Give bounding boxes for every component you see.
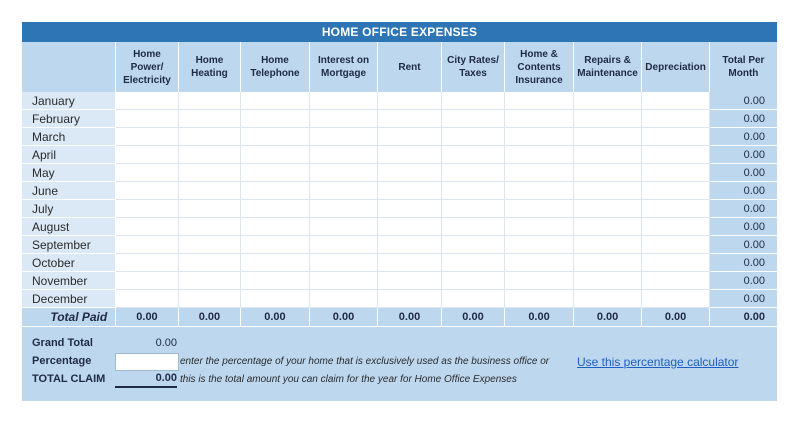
expense-cell-rates-taxes[interactable] <box>441 272 505 290</box>
expense-cell-telephone[interactable] <box>241 200 310 218</box>
expense-cell-rates-taxes[interactable] <box>441 164 505 182</box>
expenses-table <box>22 42 777 326</box>
expense-cell-rent[interactable] <box>378 272 442 290</box>
expense-cell-mortgage-interest[interactable] <box>309 110 378 128</box>
expense-cell-repairs[interactable] <box>573 164 642 182</box>
month-label: December <box>22 290 116 308</box>
month-label: October <box>22 254 116 272</box>
expense-cell-insurance[interactable] <box>505 182 574 200</box>
expense-cell-repairs[interactable] <box>573 146 642 164</box>
expense-cell-power[interactable] <box>116 272 178 290</box>
expense-cell-repairs[interactable] <box>573 236 642 254</box>
expense-cell-depreciation[interactable] <box>642 218 710 236</box>
expense-cell-telephone[interactable] <box>241 236 310 254</box>
expense-cell-heating[interactable] <box>178 128 240 146</box>
month-row <box>22 290 777 308</box>
expense-cell-insurance[interactable] <box>505 290 574 308</box>
expense-cell-repairs[interactable] <box>573 218 642 236</box>
month-row <box>22 218 777 236</box>
month-row <box>22 92 777 110</box>
total-paid-rates-taxes: 0.00 <box>441 308 505 327</box>
grand-total-label: Grand Total <box>32 337 93 349</box>
expense-cell-telephone[interactable] <box>241 128 310 146</box>
expense-cell-mortgage-interest[interactable] <box>309 218 378 236</box>
expense-cell-power[interactable] <box>116 218 178 236</box>
expense-cell-heating[interactable] <box>178 200 240 218</box>
expense-cell-power[interactable] <box>116 200 178 218</box>
total-paid-rent: 0.00 <box>378 308 442 327</box>
expense-cell-heating[interactable] <box>178 218 240 236</box>
expense-cell-rates-taxes[interactable] <box>441 182 505 200</box>
column-header-rates-taxes: City Rates/ Taxes <box>441 42 505 92</box>
total-paid-mortgage-interest: 0.00 <box>309 308 378 327</box>
expense-cell-rent[interactable] <box>378 146 442 164</box>
month-total: 0.00 <box>709 254 777 272</box>
expense-cell-power[interactable] <box>116 128 178 146</box>
expense-cell-power[interactable] <box>116 146 178 164</box>
month-row <box>22 146 777 164</box>
expense-cell-telephone[interactable] <box>241 92 310 110</box>
expense-cell-mortgage-interest[interactable] <box>309 272 378 290</box>
column-header-mortgage-interest: Interest on Mortgage <box>309 42 378 92</box>
expense-cell-repairs[interactable] <box>573 272 642 290</box>
expense-cell-depreciation[interactable] <box>642 110 710 128</box>
expense-cell-heating[interactable] <box>178 164 240 182</box>
month-total: 0.00 <box>709 290 777 308</box>
expense-cell-rent[interactable] <box>378 92 442 110</box>
expense-cell-insurance[interactable] <box>505 254 574 272</box>
expense-cell-mortgage-interest[interactable] <box>309 146 378 164</box>
expense-cell-rates-taxes[interactable] <box>441 200 505 218</box>
month-total: 0.00 <box>709 236 777 254</box>
grand-total-value: 0.00 <box>155 337 177 349</box>
total-paid-row <box>22 308 777 327</box>
expense-cell-rates-taxes[interactable] <box>441 110 505 128</box>
expense-cell-power[interactable] <box>116 290 178 308</box>
month-row <box>22 200 777 218</box>
expense-cell-insurance[interactable] <box>505 92 574 110</box>
month-label: August <box>22 218 116 236</box>
expense-cell-depreciation[interactable] <box>642 236 710 254</box>
month-total: 0.00 <box>709 272 777 290</box>
expense-cell-heating[interactable] <box>178 254 240 272</box>
expense-cell-rent[interactable] <box>378 236 442 254</box>
expense-cell-repairs[interactable] <box>573 92 642 110</box>
month-row <box>22 182 777 200</box>
expense-cell-rates-taxes[interactable] <box>441 146 505 164</box>
month-total: 0.00 <box>709 218 777 236</box>
expense-cell-mortgage-interest[interactable] <box>309 200 378 218</box>
expense-cell-repairs[interactable] <box>573 290 642 308</box>
total-claim-value: 0.00 <box>115 371 177 388</box>
expense-cell-insurance[interactable] <box>505 110 574 128</box>
month-column-header <box>22 42 116 92</box>
month-label: April <box>22 146 116 164</box>
expense-cell-rent[interactable] <box>378 164 442 182</box>
expense-cell-mortgage-interest[interactable] <box>309 182 378 200</box>
expense-cell-insurance[interactable] <box>505 200 574 218</box>
month-row <box>22 128 777 146</box>
expense-cell-heating[interactable] <box>178 146 240 164</box>
expense-cell-power[interactable] <box>116 182 178 200</box>
total-claim-note: this is the total amount you can claim for the year for Home Office Expenses <box>180 374 517 385</box>
expense-cell-insurance[interactable] <box>505 236 574 254</box>
expense-cell-mortgage-interest[interactable] <box>309 164 378 182</box>
month-row <box>22 254 777 272</box>
expense-cell-rates-taxes[interactable] <box>441 254 505 272</box>
percentage-label: Percentage <box>32 355 92 367</box>
expense-cell-repairs[interactable] <box>573 254 642 272</box>
expense-cell-depreciation[interactable] <box>642 92 710 110</box>
month-total: 0.00 <box>709 92 777 110</box>
month-total: 0.00 <box>709 200 777 218</box>
expense-cell-rent[interactable] <box>378 218 442 236</box>
month-total: 0.00 <box>709 128 777 146</box>
column-header-total-per-month: Total Per Month <box>709 42 777 92</box>
column-header-rent: Rent <box>378 42 442 92</box>
expense-cell-depreciation[interactable] <box>642 272 710 290</box>
total-paid-repairs: 0.00 <box>573 308 642 327</box>
expense-cell-insurance[interactable] <box>505 272 574 290</box>
month-label: June <box>22 182 116 200</box>
expense-cell-telephone[interactable] <box>241 272 310 290</box>
month-row <box>22 236 777 254</box>
expense-cell-depreciation[interactable] <box>642 254 710 272</box>
total-paid-grand: 0.00 <box>709 308 777 327</box>
expense-cell-telephone[interactable] <box>241 164 310 182</box>
expense-cell-power[interactable] <box>116 164 178 182</box>
expense-cell-depreciation[interactable] <box>642 290 710 308</box>
month-label: September <box>22 236 116 254</box>
expense-cell-repairs[interactable] <box>573 110 642 128</box>
expense-cell-rates-taxes[interactable] <box>441 128 505 146</box>
total-paid-power: 0.00 <box>116 308 178 327</box>
expense-cell-telephone[interactable] <box>241 254 310 272</box>
month-label: March <box>22 128 116 146</box>
expense-cell-depreciation[interactable] <box>642 146 710 164</box>
expense-cell-rates-taxes[interactable] <box>441 236 505 254</box>
month-row <box>22 272 777 290</box>
column-header-telephone: Home Telephone <box>241 42 310 92</box>
total-claim-label: TOTAL CLAIM <box>32 373 106 385</box>
total-paid-insurance: 0.00 <box>505 308 574 327</box>
column-header-insurance: Home & Contents Insurance <box>505 42 574 92</box>
month-label: May <box>22 164 116 182</box>
column-header-depreciation: Depreciation <box>642 42 710 92</box>
month-total: 0.00 <box>709 146 777 164</box>
expense-cell-depreciation[interactable] <box>642 164 710 182</box>
total-paid-telephone: 0.00 <box>241 308 310 327</box>
expense-cell-rates-taxes[interactable] <box>441 290 505 308</box>
column-header-row <box>22 42 777 92</box>
month-total: 0.00 <box>709 164 777 182</box>
month-row <box>22 110 777 128</box>
column-header-power: Home Power/ Electricity <box>116 42 178 92</box>
month-total: 0.00 <box>709 182 777 200</box>
month-label: January <box>22 92 116 110</box>
expense-cell-insurance[interactable] <box>505 128 574 146</box>
expense-cell-rent[interactable] <box>378 182 442 200</box>
expense-cell-mortgage-interest[interactable] <box>309 92 378 110</box>
total-paid-depreciation: 0.00 <box>642 308 710 327</box>
percentage-note: enter the percentage of your home that is exclusively used as the business office or <box>180 356 550 367</box>
percentage-input[interactable] <box>115 353 179 371</box>
expense-cell-power[interactable] <box>116 254 178 272</box>
expense-cell-depreciation[interactable] <box>642 182 710 200</box>
expense-cell-telephone[interactable] <box>241 218 310 236</box>
expense-cell-depreciation[interactable] <box>642 128 710 146</box>
column-header-repairs: Repairs & Maintenance <box>573 42 642 92</box>
expense-cell-rates-taxes[interactable] <box>441 218 505 236</box>
expense-cell-rent[interactable] <box>378 128 442 146</box>
expense-cell-repairs[interactable] <box>573 200 642 218</box>
month-row <box>22 164 777 182</box>
expense-cell-insurance[interactable] <box>505 164 574 182</box>
expense-cell-insurance[interactable] <box>505 218 574 236</box>
expense-cell-mortgage-interest[interactable] <box>309 254 378 272</box>
percentage-calculator-link[interactable]: Use this percentage calculator <box>577 355 739 369</box>
expense-cell-heating[interactable] <box>178 182 240 200</box>
expense-cell-heating[interactable] <box>178 236 240 254</box>
expense-cell-insurance[interactable] <box>505 146 574 164</box>
total-paid-heating: 0.00 <box>178 308 240 327</box>
expense-cell-heating[interactable] <box>178 110 240 128</box>
expense-cell-heating[interactable] <box>178 92 240 110</box>
total-paid-label: Total Paid <box>22 308 116 327</box>
expense-cell-repairs[interactable] <box>573 182 642 200</box>
month-total: 0.00 <box>709 110 777 128</box>
expense-cell-telephone[interactable] <box>241 110 310 128</box>
expense-cell-repairs[interactable] <box>573 128 642 146</box>
expense-cell-mortgage-interest[interactable] <box>309 290 378 308</box>
expense-cell-mortgage-interest[interactable] <box>309 128 378 146</box>
expense-cell-telephone[interactable] <box>241 290 310 308</box>
month-label: February <box>22 110 116 128</box>
expense-cell-rent[interactable] <box>378 290 442 308</box>
expense-cell-heating[interactable] <box>178 290 240 308</box>
expense-cell-rent[interactable] <box>378 200 442 218</box>
expense-cell-rent[interactable] <box>378 110 442 128</box>
column-header-heating: Home Heating <box>178 42 240 92</box>
claim-summary <box>22 327 777 401</box>
month-label: November <box>22 272 116 290</box>
expense-cell-power[interactable] <box>116 110 178 128</box>
expense-cell-rent[interactable] <box>378 254 442 272</box>
expense-cell-depreciation[interactable] <box>642 200 710 218</box>
expense-cell-power[interactable] <box>116 236 178 254</box>
expense-cell-rates-taxes[interactable] <box>441 92 505 110</box>
expense-sheet <box>22 22 777 401</box>
month-label: July <box>22 200 116 218</box>
sheet-title: HOME OFFICE EXPENSES <box>22 22 777 42</box>
month-rows <box>22 92 777 308</box>
expense-cell-heating[interactable] <box>178 272 240 290</box>
expense-cell-mortgage-interest[interactable] <box>309 236 378 254</box>
expense-cell-telephone[interactable] <box>241 182 310 200</box>
expense-cell-power[interactable] <box>116 92 178 110</box>
expense-cell-telephone[interactable] <box>241 146 310 164</box>
